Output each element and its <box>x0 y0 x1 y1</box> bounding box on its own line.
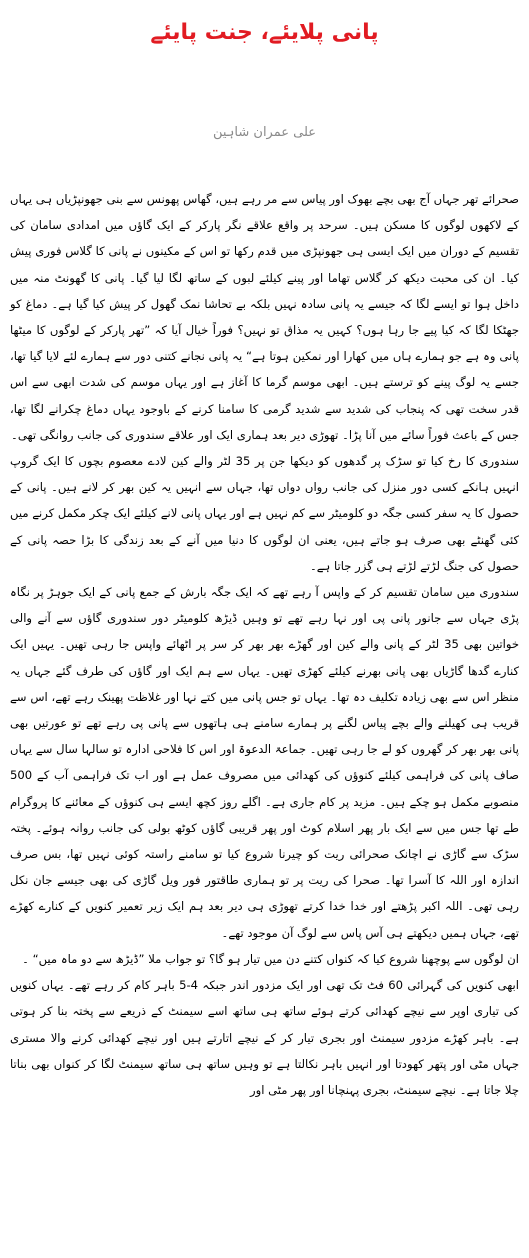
article-paragraph: صحرائے تھر جہاں آج بھی بچے بھوک اور پیاس سے مر رہے ہیں، گھاس پھونس سے بنی جھونپڑیاں ہی یہاں کے لاکھوں لوگوں کا مسکن ہیں۔ سرحد پر واقع علاقے نگر پارکر کے ایک گاؤں میں امدادی سامان کی تقسیم کے دوران میں ایک ایسی ہی جھونپڑی میں قدم رکھا تو اس کے مکینوں نے پانی کا گلاس فوری پیش کیا۔ ان کی محبت دیکھ کر گلاس تھاما اور پینے کیلئے لبوں کے ساتھ لگا لیا گیا۔ پانی کا گھونٹ منہ میں داخل ہوا تو ایسے لگا کہ جیسے یہ پانی سادہ نہیں بلکہ بے تحاشا نمک گھول کر پیش کیا گیا ہے۔ دماغ کو جھٹکا لگا کہ کیا پیے جا رہا ہوں؟ کہیں یہ مذاق تو نہیں؟ فوراً خیال آیا کہ ”تھر پارکر کے لوگوں کا میٹھا پانی وہ ہے جو ہمارے ہاں میں کھارا اور نمکین ہوتا ہے“ یہ پانی نجانے کتنی دور سے ہمارے لئے لایا گیا تھا، جسے یہ لوگ پینے کو ترستے ہیں۔ ابھی موسم گرما کا آغاز ہے اور یہاں موسم کی شدت ابھی سے اس قدر سخت تھی کہ پنجاب کی شدید سے شدید گرمی کا سامنا کرنے کے باوجود یہاں دماغ چکرانے لگا تھا، جس کے باعث فوراً سائے میں آنا پڑا۔ تھوڑی دیر بعد ہماری ایک اور علاقے سندوری کی جانب روانگی تھی۔ <box>10 192 519 442</box>
article-title: پانی پلایئے، جنت پایئے <box>150 20 379 45</box>
article-paragraph: سندوری کا رخ کیا تو سڑک پر گدھوں کو دیکھا جن پر 35 لٹر والے کین لادے معصوم بچوں کا ایک گروپ انہیں ہانکے کسی دور منزل کی جانب رواں دواں تھا، جہاں سے انہیں یہ کین بھر کر لانے ہیں۔ پانی کے حصول کا یہ سفر کسی جگہ دو کلومیٹر سے کم نہیں ہے اور یہاں پانی لانے کیلئے ایک چکر مکمل کرنے میں کئی گھنٹے بھی صرف ہو جاتے ہیں، یعنی ان لوگوں کا دنیا میں آنے کے بعد زندگی کا بڑا حصہ پانی کے حصول کی جنگ لڑتے لڑتے ہی گزر جاتا ہے۔ <box>10 454 519 573</box>
article-paragraph: سندوری میں سامان تقسیم کر کے واپس آ رہے تھے کہ ایک جگہ بارش کے جمع پانی کے ایک جوہڑ پر نگاہ پڑی جہاں سے جانور پانی پی اور نہا رہے تھے تو وہیں ڈیڑھ کلومیٹر دور سندوری گاؤں سے آنے والی خواتین بھی 35 لٹر کے پانی والے کین اور گھڑے بھر بھر کر سر پر اٹھائے واپس جا رہی تھیں۔ یہیں ایک کنارے گدھا گاڑیاں بھی پانی بھرنے کیلئے کھڑی تھیں۔ یہاں سے ہم ایک اور گاؤں کی طرف گئے جہاں یہ منظر اس سے بھی زیادہ تکلیف دہ تھا۔ یہاں تو جس پانی میں کتے نہا اور غلاظت پھینک رہے تھے، اس سے قریب ہی کھیلنے والے بچے پیاس لگنے پر ہمارے سامنے ہی ہاتھوں سے پانی پی رہے تھے تو عورتیں بھی پانی بھر بھر کر گھروں کو لے جا رہی تھیں۔ جماعۃ الدعوۃ اور اس کا فلاحی ادارہ تو سالہا سال سے یہاں صاف پانی کی فراہمی کیلئے کنوؤں کی کھدائی میں مصروف عمل ہے اور اب تک فراہمی آب کے 500 منصوبے مکمل ہو چکے ہیں۔ مزید پر کام جاری ہے۔ اگلے روز کچھ ایسے ہی کنوؤں کے معائنے کا پروگرام طے تھا جس میں سے ایک بار پھر اسلام کوٹ اور پھر قریبی گاؤں کوٹھ بولی کی جانب روانہ ہوئے۔ پختہ سڑک سے گاڑی نے اچانک صحرائی ریت کو چیرنا شروع کیا تو سامنے راستہ کوئی نہیں تھا، بس صرف اندازہ اور اللہ کا آسرا تھا۔ صحرا کی ریت پر تو ہماری طاقتور فور ویل گاڑی کی بھی جیسے جان نکل رہی تھی۔ اللہ اکبر پڑھتے اور خدا خدا کرتے تھوڑی ہی دیر بعد ہم ایک زیر تعمیر کنویں کے کنارے کھڑے تھے، جہاں ہمیں دیکھتے ہی آس پاس سے لوگ آن موجود تھے۔ <box>10 585 519 940</box>
article-paragraph: ان لوگوں سے پوچھنا شروع کیا کہ کنواں کتنے دن میں تیار ہو گا؟ تو جواب ملا ”ڈیڑھ سے دو ماہ میں“ ۔ <box>22 951 519 966</box>
article-body <box>10 186 519 1103</box>
article-paragraph: ابھی کنویں کی گہرائی 60 فٹ تک تھی اور ایک مزدور اندر جبکہ 4-5 باہر کام کر رہے تھے۔ یہاں کنویں کی تیاری اوپر سے نیچے کھدائی کرتے ہوئے ساتھ ہی ساتھ اسے سیمنٹ کے ذریعے سے پختہ بنا کر ہوتی ہے۔ باہر کھڑے مزدور سیمنٹ اور بجری تیار کر کے نیچے اتارتے ہیں اور نیچے کھدائی کرنے والا مستری جہاں مٹی اور پتھر کھودتا اور انہیں باہر نکالتا ہے تو وہیں ساتھ ہی ساتھ سیمنٹ لگا کر کنواں بھی بناتا چلا جاتا ہے۔ نیچے سیمنٹ، بجری پہنچانا اور پھر مٹی اور <box>10 978 520 1097</box>
article-author: علی عمران شاہین <box>212 125 317 140</box>
